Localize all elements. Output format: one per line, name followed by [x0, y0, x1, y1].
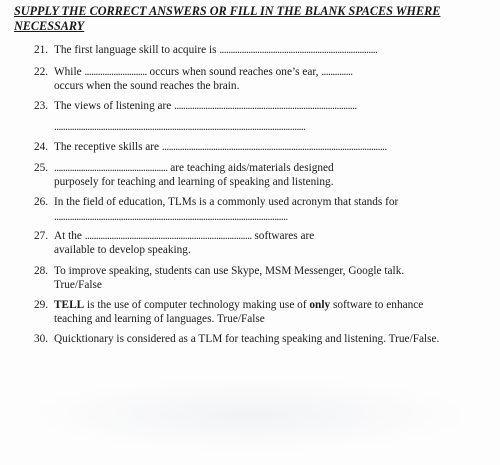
bold-term: TELL — [54, 299, 85, 311]
question-text: To improve speaking, students can use Skype, MSM Messenger, Google talk. — [54, 265, 405, 277]
question-number: 23. — [34, 100, 49, 112]
question-text: The first language skill to acquire is — [54, 44, 220, 56]
question-text: softwares are — [251, 230, 315, 242]
answer-blank[interactable]: ......................................................................................................... — [54, 211, 288, 223]
question-number: 21. — [34, 44, 49, 56]
question-text: At the — [54, 230, 85, 242]
question-text: In the field of education, TLMs is a commonly used acronym that stands for — [54, 196, 399, 208]
question-23-answer-line — [34, 120, 494, 134]
question-25 — [34, 161, 494, 189]
question-number: 29. — [34, 299, 49, 311]
question-28 — [34, 264, 494, 292]
answer-blank[interactable]: ....................................................................... — [219, 44, 378, 56]
question-text: The receptive skills are — [54, 141, 162, 153]
question-text: The views of listening are — [54, 100, 175, 112]
question-22 — [34, 65, 494, 93]
answer-blank[interactable]: ..................................................................................................... — [161, 141, 387, 153]
question-27 — [34, 229, 494, 257]
question-text: Quicktionary is considered as a TLM for teaching speaking and listening. True/False. — [54, 333, 440, 345]
question-29 — [34, 298, 494, 326]
answer-blank[interactable]: ........................................................................... — [84, 230, 252, 242]
question-text: occurs when sound reaches one’s ear, — [146, 66, 322, 78]
question-text: While — [54, 66, 85, 78]
question-text-continued: available to develop speaking. — [54, 244, 191, 257]
section-heading: SUPPLY THE CORRECT ANSWERS OR FILL IN THE BLANK SPACES WHERE NECESSARY — [14, 4, 441, 33]
faint-bleed-through — [40, 380, 460, 450]
question-text: are teaching aids/materials designed — [167, 162, 334, 174]
question-26 — [34, 195, 494, 209]
question-text-continued: purposely for teaching and learning of speaking and listening. — [54, 176, 334, 189]
question-23 — [34, 99, 494, 113]
answer-blank[interactable]: ................................................................................................................. — [54, 121, 306, 133]
true-false-option[interactable]: teaching and learning of languages. True/False — [54, 313, 265, 326]
answer-blank[interactable]: .................................................................................. — [174, 100, 357, 112]
answer-blank[interactable]: ............................ — [84, 66, 147, 78]
answer-blank[interactable]: .............. — [321, 66, 353, 78]
question-number: 25. — [34, 162, 49, 174]
question-26-answer-line — [34, 210, 494, 224]
true-false-option[interactable]: True/False — [54, 279, 102, 292]
question-text-continued: occurs when the sound reaches the brain. — [54, 80, 240, 93]
question-number: 26. — [34, 196, 49, 208]
question-text: is the use of computer technology making use of — [84, 299, 310, 311]
question-number: 30. — [34, 333, 49, 345]
bold-term: only — [309, 299, 331, 311]
question-number: 22. — [34, 66, 49, 78]
question-30 — [34, 332, 494, 346]
answer-blank[interactable]: ................................................... — [54, 162, 168, 174]
question-number: 24. — [34, 141, 49, 153]
question-21 — [34, 43, 494, 57]
question-text: software to enhance — [330, 299, 424, 311]
question-24 — [34, 140, 494, 154]
question-number: 28. — [34, 265, 49, 277]
question-number: 27. — [34, 230, 49, 242]
